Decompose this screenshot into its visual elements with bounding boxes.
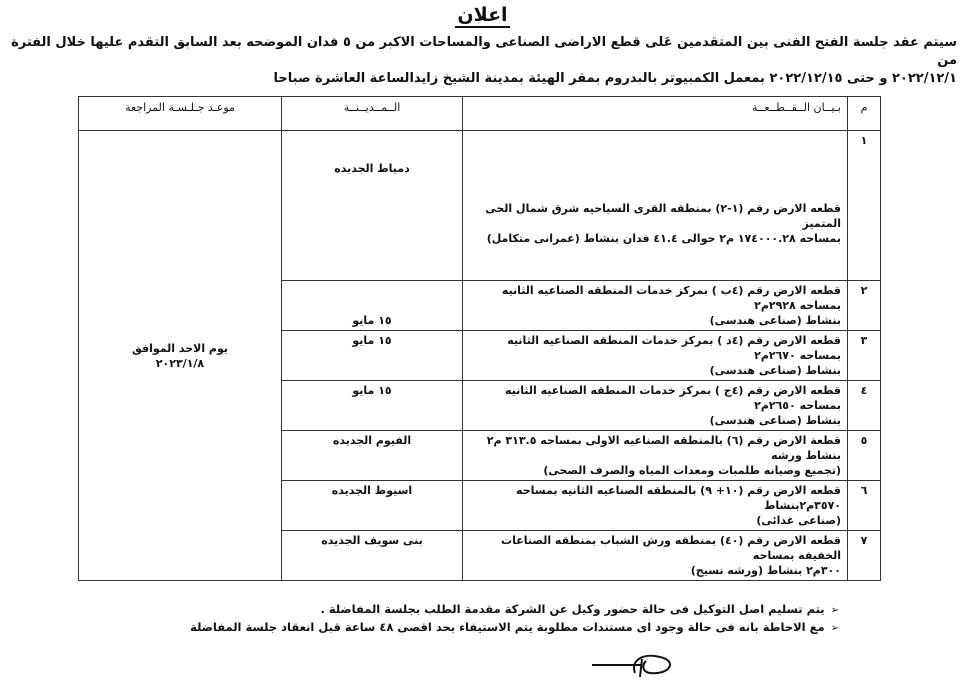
row-number: ٢ (848, 281, 881, 331)
header-review-date: موعـد جـلـسـة المراجعة (79, 97, 282, 131)
description-line: بنشاط (صناعى هندسى) (709, 414, 841, 427)
description-line: قطعه الارض رقم (٤٠) بمنطقه ورش الشباب بمنطقه الصناعات الخفيفه بمساحه (501, 534, 841, 562)
description-line: بمساحه ١٧٤٠٠٠.٢٨ م٢ حوالى ٤١.٤ فدان بنشاط (عمرانى متكامل) (486, 232, 841, 245)
note-item (8, 601, 839, 619)
row-description (463, 381, 848, 431)
row-number: ٧ (848, 531, 881, 581)
signature-area (590, 651, 957, 683)
row-city: اسيوط الجديده (282, 481, 463, 531)
description-line: ٣٠٠م٢ بنشاط (ورشه نسيج) (690, 564, 841, 577)
note-text: مع الاحاطة بانه فى حالة وجود اى مستندات مطلوبة يتم الاستيفاء بحد اقصى ٤٨ ساعة قبل انعقاد جلسة المفاضلة (190, 620, 825, 634)
row-city: الفيوم الجديده (282, 431, 463, 481)
description-line: بنشاط (صناعى هندسى) (709, 364, 841, 377)
table-header (79, 97, 881, 131)
row-number: ٣ (848, 331, 881, 381)
notes-list (8, 601, 839, 637)
review-date-cell (79, 131, 282, 581)
row-description (463, 481, 848, 531)
description-line: (تجميع وصيانه طلمبات ومعدات المياه والصرف الصحى) (543, 464, 841, 477)
intro-paragraph (8, 34, 957, 88)
description-line: قطعه الارض رقم (٤د ) بمركز خدمات المنطقه الصناعيه الثانيه بمساحه ٢٦٧٠م٢ (507, 334, 841, 362)
header-city: الــمــديــنــة (282, 97, 463, 131)
header-description: بـيــان الــقــطــعــة (463, 97, 848, 131)
description-line: (صناعى غذائى) (756, 514, 841, 527)
row-number: ٦ (848, 481, 881, 531)
intro-line: سيتم عقد جلسة الفتح الفنى بين المتقدمين عَلى قطع الاراضى الصناعى والمساحات الاكبر من ٥ فدان الموضحه بعد السابق التقدم عليها خلال الفترة من (11, 35, 957, 68)
arrow-bullet-icon: ➢ (830, 605, 839, 616)
title-text: اعلان (457, 4, 508, 26)
note-item (8, 619, 839, 637)
announcement-title (8, 2, 957, 28)
row-city: دمياط الجديده (282, 131, 463, 281)
table-row (79, 131, 881, 281)
description-line: قطعه الارض رقم (٤ب ) بمركز خدمات المنطقه الصناعيه الثانيه بمساحه ٢٩٢٨م٢ (501, 284, 841, 312)
arrow-bullet-icon: ➢ (830, 623, 839, 634)
row-description (463, 431, 848, 481)
row-city: ١٥ مايو (282, 281, 463, 331)
row-city: ١٥ مايو (282, 381, 463, 431)
row-description (463, 531, 848, 581)
review-date-value: ٢٠٢٣/١/٨ (155, 356, 205, 370)
row-description (463, 131, 848, 281)
row-number: ٤ (848, 381, 881, 431)
row-description (463, 281, 848, 331)
row-number: ٥ (848, 431, 881, 481)
description-line: قطعه الارض رقم (٤ج ) بمركز خدمات المنطقه الصناعيه الثانيه بمساحه ٢٦٥٠م٢ (504, 384, 841, 412)
row-city: بنى سويف الجديده (282, 531, 463, 581)
description-line: قطعة الارض رقم (٦) بالمنطقه الصناعيه الاولى بمساحه ٣١٣.٥ م٢ بنشاط ورشه (486, 434, 841, 462)
description-line: بنشاط (صناعى هندسى) (709, 314, 841, 327)
review-date-day: يوم الاحد الموافق (131, 341, 229, 355)
row-description (463, 331, 848, 381)
intro-line: ٢٠٢٢/١٢/١ و حتى ٢٠٢٢/١٢/١٥ بمعمل الكمبيوتر بالبدروم بمقر الهيئة بمدينة الشيخ زايدالساعة العاشرة صباحا (273, 71, 957, 86)
header-no: م (848, 97, 881, 131)
description-line: قطعه الارض رقم (١٠+ ٩) بالمنطقه الصناعيه الثانيه بمساحه ٣٥٧٠م٢بنشاط (516, 484, 841, 512)
plots-table (78, 96, 881, 581)
description-line: قطعه الارض رقم (١-٢) بمنطقه القرى السياحيه شرق شمال الحى المتميز (485, 202, 841, 230)
table-container (78, 96, 881, 581)
signature-icon (590, 651, 680, 681)
row-city: ١٥ مايو (282, 331, 463, 381)
row-number: ١ (848, 131, 881, 281)
note-text: يتم تسليم اصل التوكيل فى حالة حضور وكيل عن الشركة مقدمة الطلب بجلسة المفاضلة . (320, 602, 825, 616)
